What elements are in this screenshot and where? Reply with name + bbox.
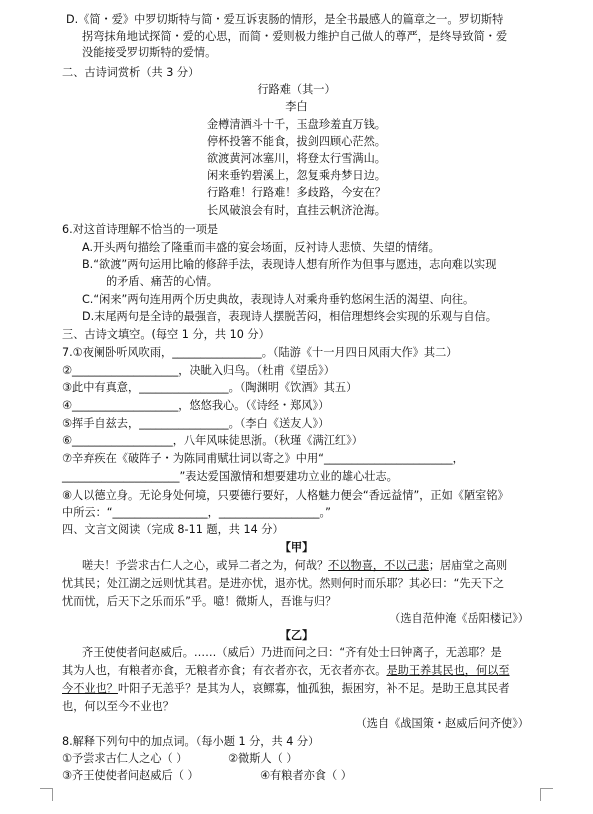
question-8-item-1: ①予尝求古仁人之心（ ） [62, 752, 188, 765]
section-heading-classical: 四、文言文阅读（完成 8-11 题，共 14 分） [62, 523, 284, 536]
question-8-item-2: ②微斯人（ ） [228, 752, 298, 765]
option-d-line-2: 拐弯抹角地试探简・爱的心思，而简・爱则极力维护自己做人的尊严，是终导致简・爱 [82, 30, 508, 43]
question-8-stem: 8.解释下列句中的加点词。（每小题 1 分，共 4 分） [62, 735, 320, 748]
question-6-option-b: B.“欲渡”两句运用比喻的修辞手法，表现诗人想有所作为但事与愿违，志向难以实现 [82, 258, 497, 271]
poem-line: 行路难！行路难！多歧路，今安在？ [206, 186, 386, 199]
question-6-option-c: C.“闲来”两句连用两个历史典故，表现诗人对乘舟垂钓悠闲生活的渴望、向往。 [82, 293, 475, 306]
passage-yi-text: 叶阳子无恙乎？是其为人，哀鳏寡，恤孤独，振困穷，补不足。是助王息其民者 [117, 682, 510, 695]
fill-item-4: ④___________________，悠悠我心。（《诗经・郑风》） [62, 399, 330, 412]
passage-yi-label: 【乙】 [279, 629, 314, 642]
passage-yi-line-3 [62, 681, 510, 696]
passage-jia-source: （选自范仲淹《岳阳楼记》） [389, 612, 529, 625]
poem-line: 金樽清酒斗十千，玉盘珍羞直万钱。 [206, 118, 386, 131]
poem-title: 行路难（其一） [257, 83, 336, 96]
passage-jia-line-3: 忧而忧，后天下之乐而乐”乎。噫！微斯人，吾谁与归？ [62, 595, 337, 608]
passage-jia-underlined: 不以物喜，不以己悲 [328, 559, 429, 572]
passage-yi-line-2 [62, 663, 510, 678]
passage-jia-label: 【甲】 [279, 541, 314, 554]
crop-mark [540, 788, 553, 801]
question-8-item-4: ④有粮者亦食（ ） [260, 769, 352, 782]
option-d-line-3: 没能接受罗切斯特的爱情。 [82, 46, 217, 59]
passage-jia-line-2: 忧其民；处江湖之远则忧其君。是进亦忧，退亦忧。然则何时而乐耶？其必曰：“先天下之 [62, 577, 505, 590]
section-heading-poetry: 二、古诗词赏析（共 3 分） [62, 66, 200, 79]
passage-yi-source: （选自《战国策・赵威后问齐使》） [355, 717, 529, 730]
fill-item-8: ⑧人以德立身。无论身处何境，只要德行要好，人格魅力便会“香远益情”，正如《陋室铭》 [62, 489, 509, 502]
question-6-option-a: A.开头两句描绘了隆重而丰盛的宴会场面，反衬诗人悲愤、失望的情绪。 [82, 241, 440, 254]
passage-yi-text: 其为人也，有粮者亦食，无粮者亦食；有衣者亦衣，无衣者亦衣。 [62, 664, 387, 677]
passage-yi-line-1: 齐王使使者问赵威后。……（威后）乃进而问之曰：“齐有处士曰钟离子，无恙耶？是 [82, 646, 502, 659]
section-heading-fill: 三、古诗文填空。(每空 1 分，共 10 分） [62, 328, 270, 341]
fill-item-5: ⑤挥手自兹去，________________。（李白《送友人》） [62, 417, 330, 430]
passage-jia-line-1 [82, 558, 507, 573]
passage-yi-underlined: 是助王养其民也，何以至 [386, 664, 510, 677]
fill-item-7-cont: _____________________”表达爱国激情和想要建功立业的雄心壮志。 [62, 470, 398, 483]
question-8-item-3: ③齐王使使者问赵威后（ ） [62, 769, 199, 782]
poem-line: 闲来垂钓碧溪上，忽复乘舟梦日边。 [206, 169, 386, 182]
question-6-stem: 6.对这首诗理解不恰当的一项是 [62, 223, 219, 236]
crop-mark [40, 788, 53, 801]
passage-jia-text: 嗟夫！予尝求古仁人之心，或异二者之为，何哉？ [82, 559, 329, 572]
option-d-line-1: D.《简・爱》中罗切斯特与简・爱互诉衷肠的情形，是全书最感人的篇章之一。罗切斯特 [66, 13, 504, 26]
poem-author: 李白 [285, 100, 308, 113]
passage-yi-line-4: 也，何以至今不业也？ [62, 700, 174, 713]
passage-jia-text: ；居庙堂之高则 [428, 559, 508, 572]
question-6-option-d: D.末尾两句是全诗的最强音，表现诗人摆脱苦闷，相信理想终会实现的乐观与自信。 [82, 310, 497, 323]
fill-item-1: 7.①夜阑卧听风吹雨，________________。（陆游《十一月四日风雨大作》其二） [62, 346, 458, 359]
fill-item-7: ⑦辛弃疾在《破阵子・为陈同甫赋壮词以寄之》中用“_______________________， [62, 452, 464, 465]
fill-item-2: ②___________________，决眦入归鸟。（杜甫《望岳》） [62, 364, 335, 377]
passage-yi-underlined: 今不业也？ [62, 682, 118, 695]
poem-line: 欲渡黄河冰塞川，将登太行雪满山。 [206, 152, 386, 165]
fill-item-3: ③此中有真意，________________。（陶渊明《饮酒》其五） [62, 381, 358, 394]
question-6-option-b-cont: 的矛盾、痛苦的心情。 [106, 275, 218, 288]
poem-line: 停杯投箸不能食，拔剑四顾心茫然。 [206, 135, 386, 148]
fill-item-6: ⑥__________________，八年风味徒思浙。（秋瑾《满江红》） [62, 434, 363, 447]
poem-line: 长风破浪会有时，直挂云帆济沧海。 [206, 204, 386, 217]
fill-item-8-cont: 中所云：“_________________，__________________。” [62, 506, 331, 519]
